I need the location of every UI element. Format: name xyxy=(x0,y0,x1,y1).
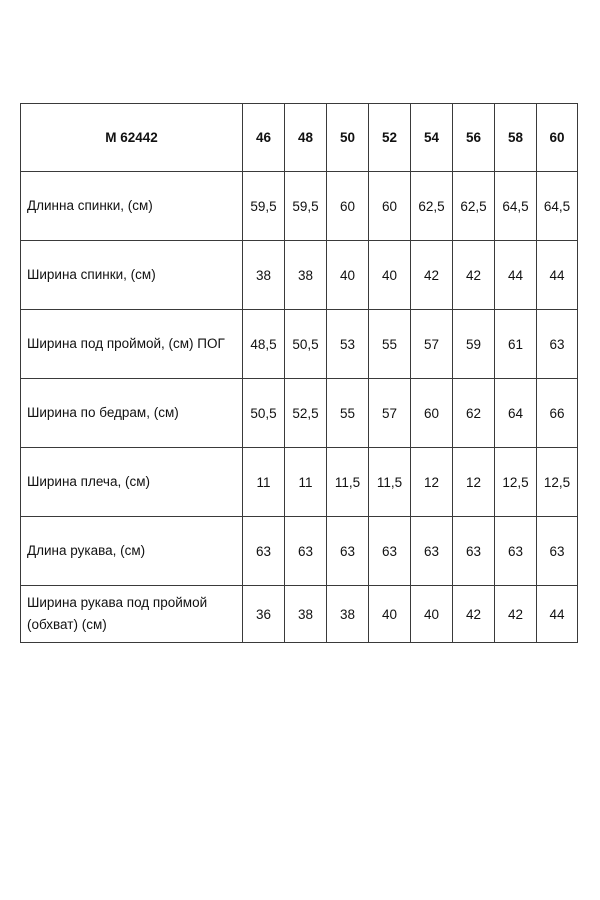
table-cell: 64,5 xyxy=(495,172,537,241)
table-cell: 55 xyxy=(369,310,411,379)
row-label: Ширина спинки, (см) xyxy=(21,241,243,310)
table-cell: 38 xyxy=(327,586,369,643)
row-label: Длина рукава, (см) xyxy=(21,517,243,586)
model-number: M 62442 xyxy=(21,104,243,172)
table-cell: 63 xyxy=(411,517,453,586)
table-cell: 63 xyxy=(495,517,537,586)
size-header-50: 50 xyxy=(327,104,369,172)
table-cell: 38 xyxy=(243,241,285,310)
table-cell: 42 xyxy=(453,241,495,310)
table-cell: 57 xyxy=(411,310,453,379)
table-cell: 64,5 xyxy=(537,172,578,241)
table-cell: 63 xyxy=(369,517,411,586)
table-cell: 63 xyxy=(537,310,578,379)
table-cell: 11,5 xyxy=(327,448,369,517)
size-header-56: 56 xyxy=(453,104,495,172)
table-cell: 40 xyxy=(369,241,411,310)
size-header-48: 48 xyxy=(285,104,327,172)
table-cell: 63 xyxy=(243,517,285,586)
table-row xyxy=(21,517,578,586)
table-cell: 57 xyxy=(369,379,411,448)
table-cell: 11,5 xyxy=(369,448,411,517)
table-cell: 60 xyxy=(369,172,411,241)
table-cell: 62 xyxy=(453,379,495,448)
size-header-54: 54 xyxy=(411,104,453,172)
row-label: Ширина под проймой, (см) ПОГ xyxy=(21,310,243,379)
table-cell: 36 xyxy=(243,586,285,643)
table-cell: 12,5 xyxy=(495,448,537,517)
table-cell: 63 xyxy=(537,517,578,586)
table-cell: 48,5 xyxy=(243,310,285,379)
size-header-52: 52 xyxy=(369,104,411,172)
size-header-58: 58 xyxy=(495,104,537,172)
table-row xyxy=(21,310,578,379)
table-row xyxy=(21,586,578,643)
table-cell: 62,5 xyxy=(453,172,495,241)
table-cell: 40 xyxy=(327,241,369,310)
row-label: Ширина плеча, (см) xyxy=(21,448,243,517)
table-row xyxy=(21,241,578,310)
table-cell: 59,5 xyxy=(243,172,285,241)
row-label: Ширина рукава под проймой (обхват) (см) xyxy=(21,586,243,643)
table-cell: 12 xyxy=(453,448,495,517)
table-cell: 44 xyxy=(537,241,578,310)
table-cell: 59,5 xyxy=(285,172,327,241)
table-cell: 38 xyxy=(285,586,327,643)
size-header-60: 60 xyxy=(537,104,578,172)
table-cell: 44 xyxy=(537,586,578,643)
table-cell: 11 xyxy=(285,448,327,517)
table-cell: 12 xyxy=(411,448,453,517)
table-cell: 12,5 xyxy=(537,448,578,517)
table-cell: 11 xyxy=(243,448,285,517)
table-row xyxy=(21,379,578,448)
table-cell: 60 xyxy=(411,379,453,448)
table-cell: 63 xyxy=(453,517,495,586)
table-cell: 62,5 xyxy=(411,172,453,241)
table-cell: 59 xyxy=(453,310,495,379)
table-cell: 63 xyxy=(327,517,369,586)
table-header-row xyxy=(21,104,578,172)
table-cell: 44 xyxy=(495,241,537,310)
table-cell: 64 xyxy=(495,379,537,448)
table-cell: 42 xyxy=(411,241,453,310)
row-label: Длинна спинки, (см) xyxy=(21,172,243,241)
table-cell: 40 xyxy=(369,586,411,643)
size-header-46: 46 xyxy=(243,104,285,172)
table-cell: 53 xyxy=(327,310,369,379)
table-cell: 42 xyxy=(495,586,537,643)
table-row xyxy=(21,448,578,517)
table-cell: 42 xyxy=(453,586,495,643)
size-chart-table xyxy=(20,103,578,643)
table-cell: 63 xyxy=(285,517,327,586)
table-cell: 38 xyxy=(285,241,327,310)
table-cell: 55 xyxy=(327,379,369,448)
table-row xyxy=(21,172,578,241)
table-cell: 66 xyxy=(537,379,578,448)
table-cell: 61 xyxy=(495,310,537,379)
table-cell: 40 xyxy=(411,586,453,643)
table-cell: 50,5 xyxy=(285,310,327,379)
table-cell: 60 xyxy=(327,172,369,241)
row-label: Ширина по бедрам, (см) xyxy=(21,379,243,448)
table-cell: 50,5 xyxy=(243,379,285,448)
table-cell: 52,5 xyxy=(285,379,327,448)
